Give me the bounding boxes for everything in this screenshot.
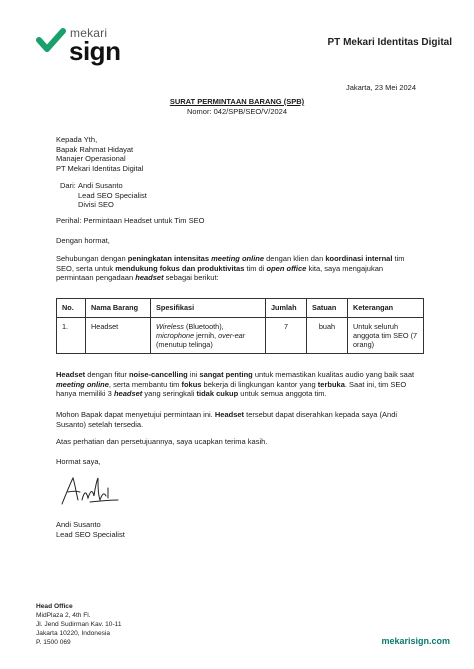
sender-block: [60, 181, 424, 209]
col-header-no: No.: [57, 299, 86, 318]
paragraph-justification: Headset dengan fitur noise-cancelling ini sangat penting untuk memastikan kualitas audio yang baik saat meeting online, serta membantu tim fokus bekerja di lingkungan kantor yang terbuka. Saat ini, tim SEO hanya memiliki 3 headset yang seringkali tidak cukup untuk semua anggota tim.: [56, 370, 415, 398]
sender-line: Andi Susanto: [78, 181, 123, 190]
table-row: [57, 318, 424, 354]
col-header-note: Keterangan: [348, 299, 424, 318]
col-header-name: Nama Barang: [86, 299, 151, 318]
paragraph-intro: Sehubungan dengan peningkatan intensitas meeting online dengan klien dan koordinasi internal tim SEO, serta untuk mendukung fokus dan produktivitas tim di open office kita, saya mengajukan permintaan pengadaan headset sebagai berikut:: [56, 254, 405, 282]
signer-name: Andi Susanto: [56, 520, 101, 529]
col-header-spec: Spesifikasi: [151, 299, 266, 318]
cell-spec: Wireless (Bluetooth), microphone jernih, over-ear (menutup telinga): [151, 318, 266, 354]
recipient-block: [56, 135, 420, 173]
company-name: PT Mekari Identitas Digital: [327, 37, 452, 48]
footer-line: P. 1500 069: [36, 639, 71, 646]
footer-line: Jl. Jend Sudirman Kav. 10-11: [36, 621, 122, 628]
recipient-line: Kepada Yth,: [56, 135, 98, 144]
cell-unit: buah: [307, 318, 348, 354]
website-link[interactable]: mekarisign.com: [381, 636, 450, 646]
items-table: [56, 298, 424, 354]
mekari-sign-logo: [36, 24, 126, 66]
cell-no: 1.: [57, 318, 86, 354]
cell-name: Headset: [86, 318, 151, 354]
subject-line: Perihal: Permintaan Headset untuk Tim SEO: [56, 216, 205, 225]
signer-title: Lead SEO Specialist: [56, 529, 125, 539]
footer-line: Jakarta 10220, Indonesia: [36, 630, 111, 637]
footer-line: MidPlaza 2, 4th Fl.: [36, 612, 91, 619]
recipient-line: Bapak Rahmat Hidayat: [56, 144, 134, 154]
letter-title: SURAT PERMINTAAN BARANG (SPB): [169, 97, 305, 106]
recipient-line: Manajer Operasional: [56, 154, 126, 163]
checkmark-logo-icon: [36, 28, 66, 54]
footer-heading: Head Office: [36, 603, 73, 610]
handwritten-signature: [60, 474, 120, 508]
cell-qty: 7: [266, 318, 307, 354]
logo-brand-large: sign: [69, 36, 121, 66]
sender-line: Divisi SEO: [78, 200, 114, 209]
sender-line: Lead SEO Specialist: [78, 190, 147, 200]
paragraph-thanks: Atas perhatian dan persetujuannya, saya ucapkan terima kasih.: [56, 437, 268, 446]
cell-note: Untuk seluruh anggota tim SEO (7 orang): [348, 318, 424, 354]
recipient-line: PT Mekari Identitas Digital: [56, 163, 144, 173]
paragraph-request: Mohon Bapak dapat menyetujui permintaan ini. Headset tersebut dapat diserahkan kepada saya (Andi Susanto) setelah tersedia.: [56, 410, 398, 429]
signer-block: [56, 520, 420, 539]
closing: Hormat saya,: [56, 457, 101, 466]
footer-address: [36, 602, 122, 647]
letter-number: Nomor: 042/SPB/SEO/V/2024: [186, 107, 288, 116]
col-header-qty: Jumlah: [266, 299, 307, 318]
col-header-unit: Satuan: [307, 299, 348, 318]
logo-brand-small: mekari: [70, 26, 108, 40]
greeting: Dengan hormat,: [56, 236, 110, 245]
letter-date: Jakarta, 23 Mei 2024: [345, 83, 416, 92]
from-label: Dari:: [60, 181, 76, 190]
table-header-row: [57, 299, 424, 318]
